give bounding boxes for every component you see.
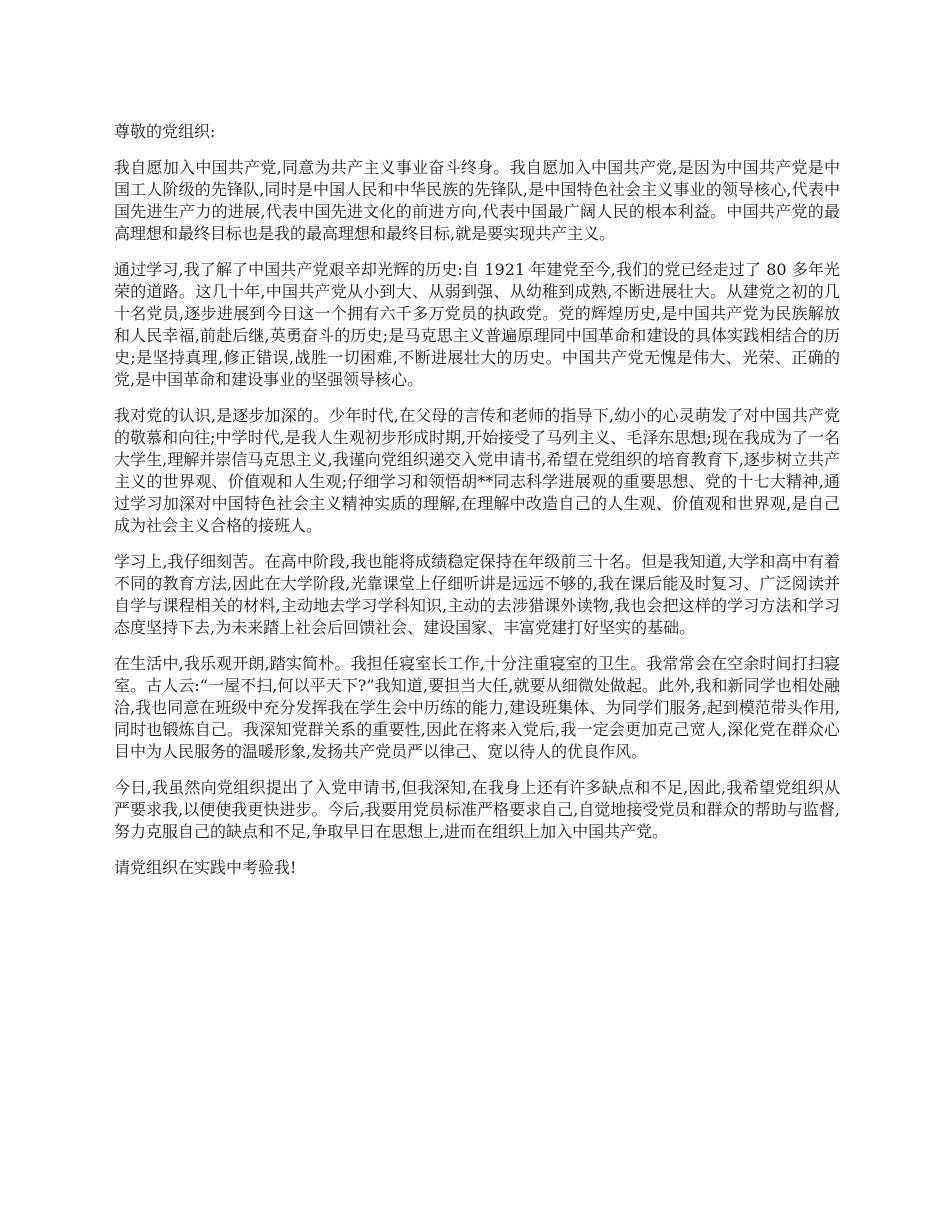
salutation: 尊敬的党组织: bbox=[114, 122, 216, 141]
paragraph-3: 我对党的认识,是逐步加深的。少年时代,在父母的言传和老师的指导下,幼小的心灵萌发了对中国共产党的敬慕和向往;中学时代,是我人生观初步形成时期,开始接受了马列主义、毛泽东思想;现在我成为了一名大学生,理解并崇信马克思主义,我谨向党组织递交入党申请书,希望在党组织的培育教育下,逐步树立共产主义的世界观、价值观和人生观;仔细学习和领悟胡**同志科学进展观的重要思想、党的十七大精神,通过学习加深对中国特色社会主义精神实质的理解,在理解中改造自己的人生观、价值观和世界观,是自己成为社会主义合格的接班人。 bbox=[114, 406, 840, 535]
paragraph-6: 今日,我虽然向党组织提出了入党申请书,但我深知,在我身上还有许多缺点和不足,因此,我希望党组织从严要求我,以便使我更快进步。今后,我要用党员标准严格要求自己,自觉地接受党员和群众的帮助与监督,努力克服自己的缺点和不足,争取早日在思想上,进而在组织上加入中国共产党。 bbox=[114, 778, 840, 841]
paragraph-1: 我自愿加入中国共产党,同意为共产主义事业奋斗终身。我自愿加入中国共产党,是因为中国共产党是中国工人阶级的先锋队,同时是中国人民和中华民族的先锋队,是中国特色社会主义事业的领导核心,代表中国先进生产力的进展,代表中国先进文化的前进方向,代表中国最广阔人民的根本利益。中国共产党的最高理想和最终目标也是我的最高理想和最终目标,就是要实现共产主义。 bbox=[114, 158, 840, 243]
paragraph-2: 通过学习,我了解了中国共产党艰辛却光辉的历史:自 1921 年建党至今,我们的党已经走过了 80 多年光荣的道路。这几十年,中国共产党从小到大、从弱到强、从幼稚到成熟,不断进展壮大。从建党之初的几十名党员,逐步进展到今日这一个拥有六千多万党员的执政党。党的辉煌历史,是中国共产党为民族解放和人民幸福,前赴后继,英勇奋斗的历史;是马克思主义普遍原理同中国革命和建设的具体实践相结合的历史;是坚持真理,修正错误,战胜一切困难,不断进展壮大的历史。中国共产党无愧是伟大、光荣、正确的党,是中国革命和建设事业的坚强领导核心。 bbox=[114, 260, 840, 389]
closing-line: 请党组织在实践中考验我! bbox=[114, 858, 297, 877]
paragraph-4: 学习上,我仔细刻苦。在高中阶段,我也能将成绩稳定保持在年级前三十名。但是我知道,大学和高中有着不同的教育方法,因此在大学阶段,光靠课堂上仔细听讲是远远不够的,我在课后能及时复习、广泛阅读并自学与课程相关的材料,主动地去学习学科知识,主动的去涉猎课外读物,我也会把这样的学习方法和学习态度坚持下去,为未来踏上社会后回馈社会、建设国家、丰富党建打好坚实的基础。 bbox=[114, 552, 840, 637]
paragraph-5: 在生活中,我乐观开朗,踏实简朴。我担任寝室长工作,十分注重寝室的卫生。我常常会在空余时间打扫寝室。古人云:“一屋不扫,何以平天下?”我知道,要担当大任,就要从细微处做起。此外,我和新同学也相处融洽,我也同意在班级中充分发挥我在学生会中历练的能力,建设班集体、为同学们服务,起到模范带头作用,同时也锻炼自己。我深知党群关系的重要性,因此在将来入党后,我一定会更加克己宽人,深化党在群众心目中为人民服务的温暖形象,发扬共产党员严以律己、宽以待人的优良作风。 bbox=[114, 654, 840, 761]
letter-body bbox=[114, 121, 840, 893]
